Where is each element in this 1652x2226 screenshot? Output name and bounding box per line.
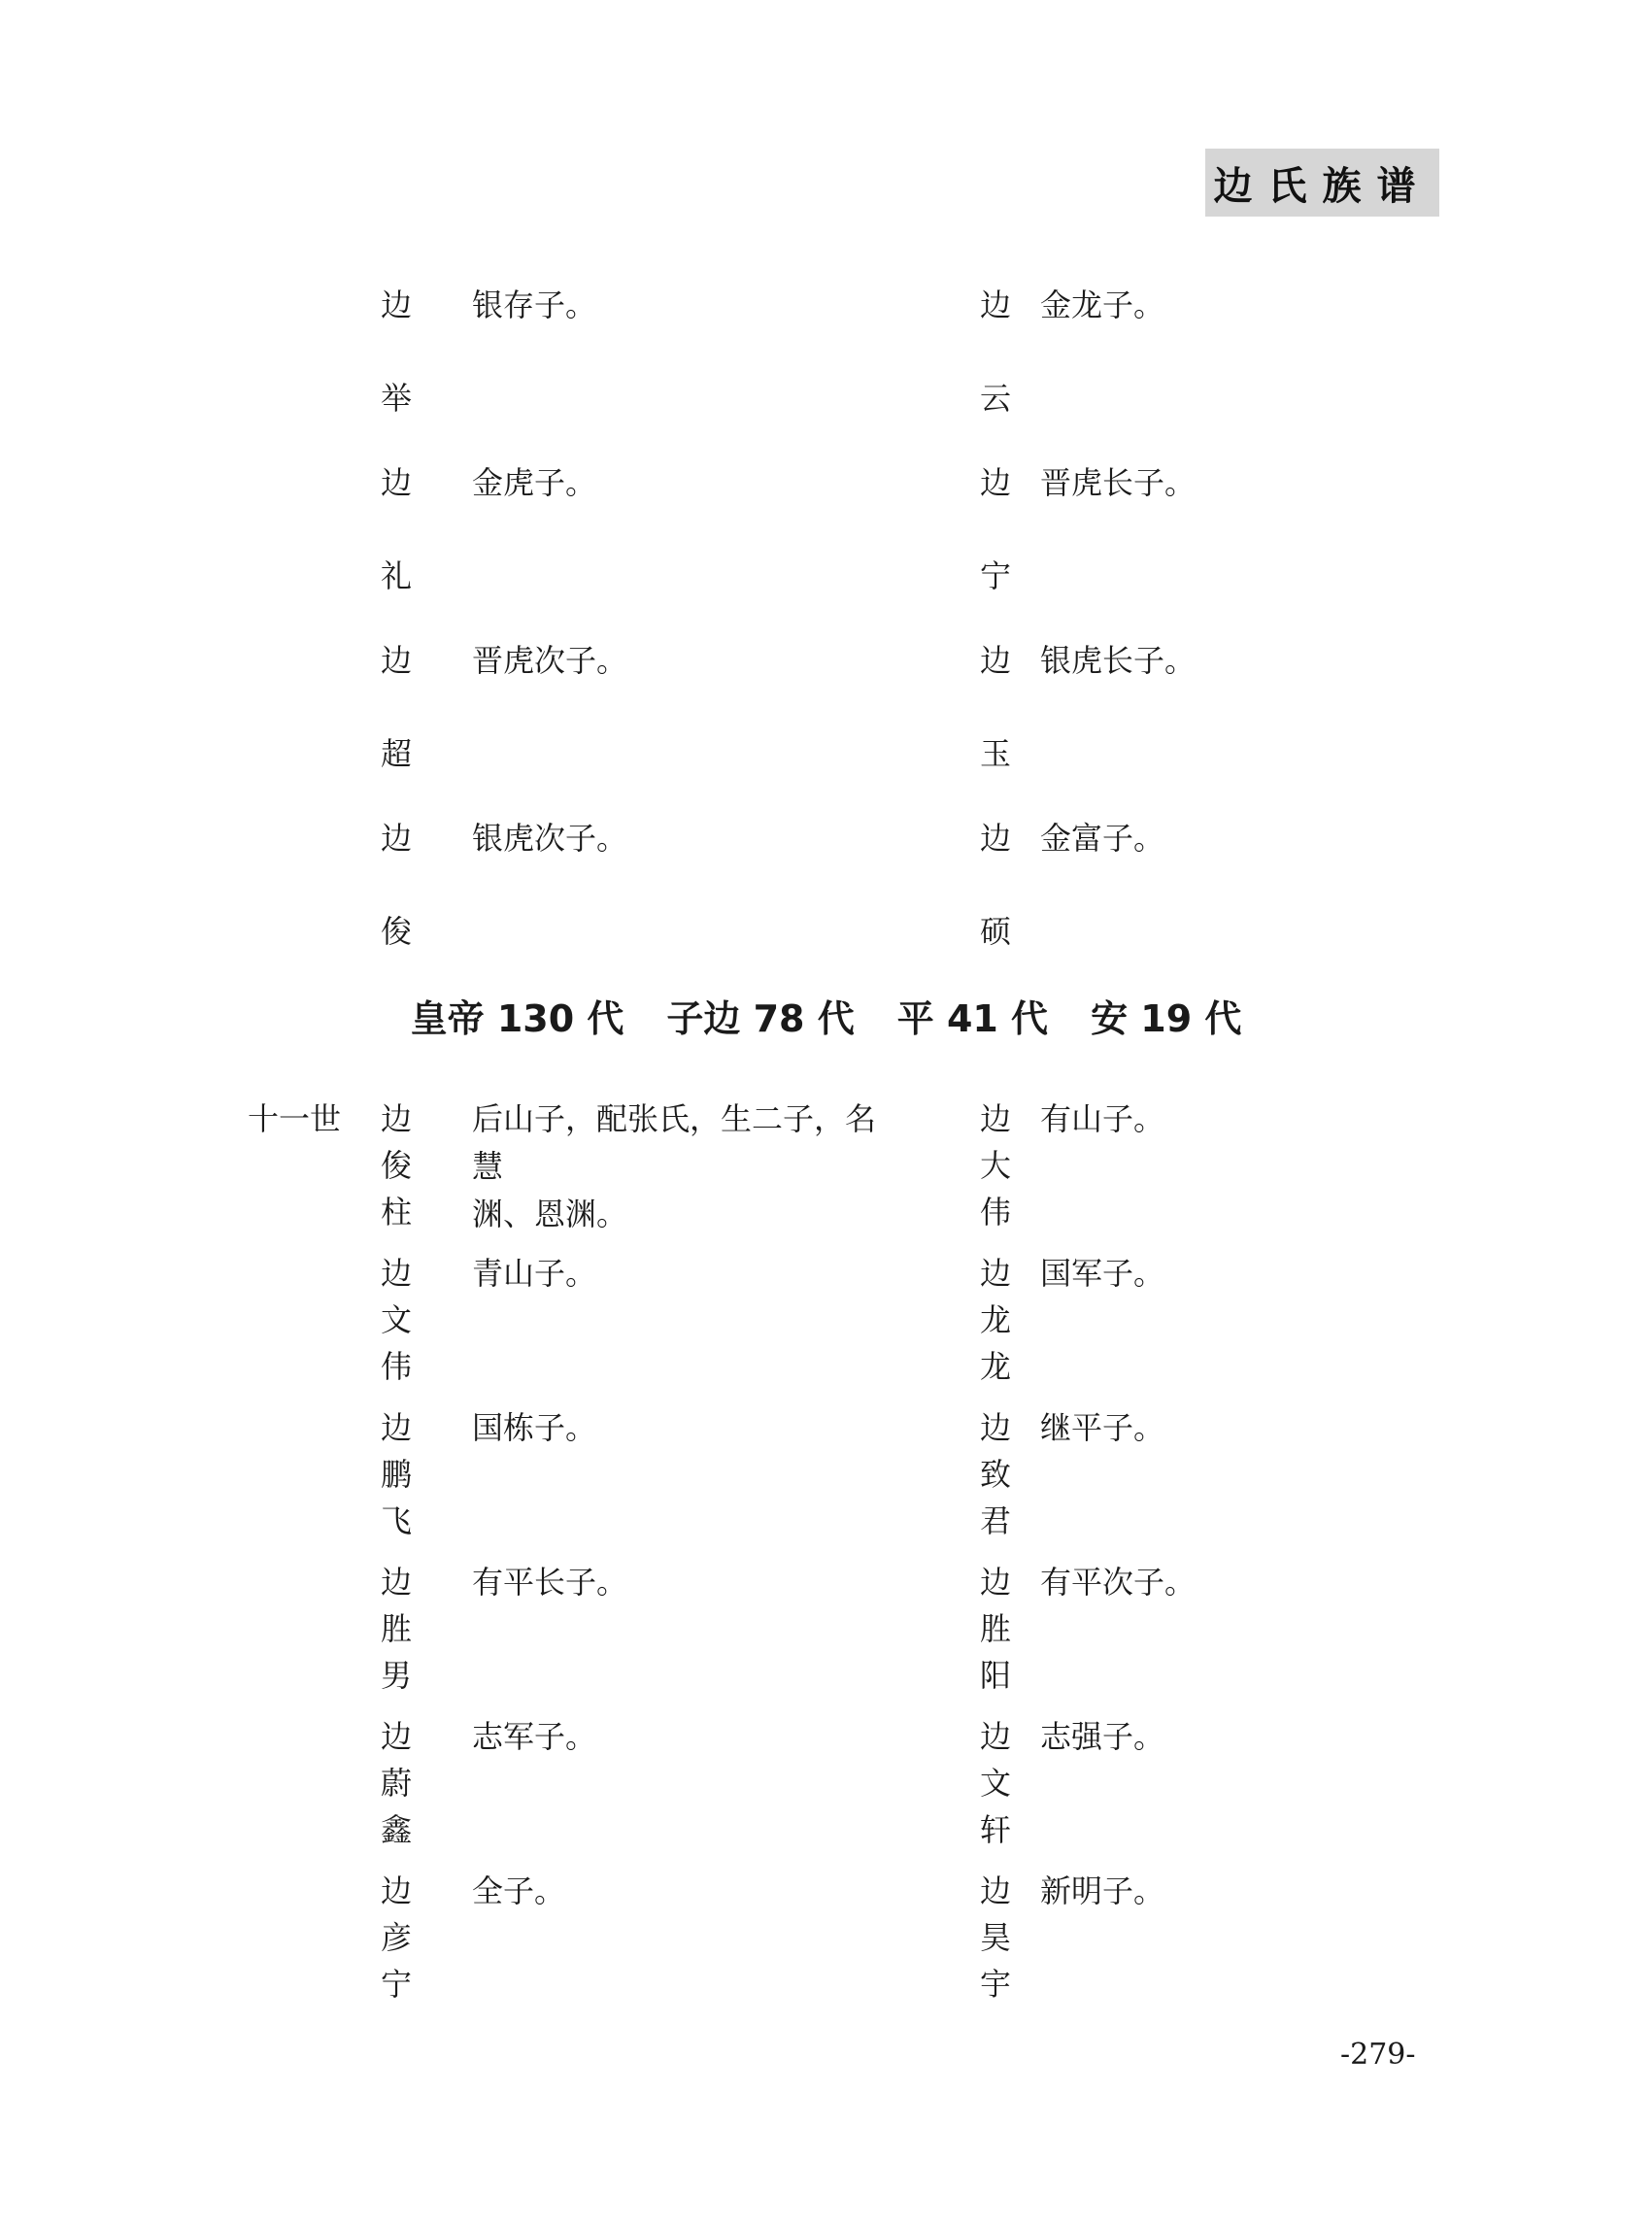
person-description: 继平子。 bbox=[1040, 1409, 1165, 1446]
name-character: 俊 bbox=[380, 913, 412, 950]
name-character: 边 bbox=[380, 464, 412, 501]
name-character: 君 bbox=[979, 1502, 1011, 1539]
name-character: 轩 bbox=[979, 1811, 1011, 1848]
name-character: 宁 bbox=[380, 1966, 412, 2003]
name-character: 俊 bbox=[380, 1147, 412, 1184]
name-character: 边 bbox=[380, 1872, 412, 1909]
generation-heading bbox=[0, 989, 1652, 1042]
name-character: 边 bbox=[979, 1872, 1011, 1909]
name-character: 龙 bbox=[979, 1348, 1011, 1385]
person-name bbox=[976, 1404, 1015, 1544]
name-character: 边 bbox=[979, 1100, 1011, 1137]
name-character: 胜 bbox=[380, 1610, 412, 1647]
person-name bbox=[377, 1096, 416, 1235]
name-character: 边 bbox=[979, 1255, 1011, 1292]
name-character: 边 bbox=[380, 1100, 412, 1137]
name-character: 鑫 bbox=[380, 1811, 412, 1848]
person-name bbox=[377, 1713, 416, 1853]
name-character: 边 bbox=[380, 1564, 412, 1601]
person-description: 后山子，配张氏，生二子，名慧 渊、恩渊。 bbox=[472, 1100, 877, 1232]
name-character: 边 bbox=[380, 287, 412, 323]
book-title-box bbox=[1205, 149, 1439, 217]
generation-heading-part: 安 19 代 bbox=[1091, 997, 1242, 1040]
name-character: 伟 bbox=[380, 1348, 412, 1385]
name-character: 文 bbox=[380, 1301, 412, 1338]
name-character: 边 bbox=[979, 820, 1011, 857]
person-name bbox=[377, 637, 416, 824]
person-name bbox=[377, 282, 416, 468]
person-description: 志军子。 bbox=[472, 1718, 597, 1755]
person-description: 国军子。 bbox=[1040, 1255, 1165, 1292]
name-character: 飞 bbox=[380, 1502, 412, 1539]
generation-label: 十一世 bbox=[248, 1100, 342, 1137]
person-description: 国栋子。 bbox=[472, 1409, 597, 1446]
name-character: 大 bbox=[979, 1147, 1011, 1184]
name-character: 龙 bbox=[979, 1301, 1011, 1338]
name-character: 边 bbox=[380, 1255, 412, 1292]
name-character: 鹏 bbox=[380, 1456, 412, 1493]
person-name bbox=[976, 815, 1015, 1001]
name-character: 玉 bbox=[979, 735, 1011, 772]
person-name bbox=[377, 459, 416, 646]
person-description: 金龙子。 bbox=[1040, 287, 1165, 323]
person-name bbox=[976, 1713, 1015, 1853]
person-description: 晋虎次子。 bbox=[472, 642, 628, 679]
name-character: 边 bbox=[979, 1718, 1011, 1755]
name-character: 男 bbox=[380, 1657, 412, 1694]
name-character: 彦 bbox=[380, 1919, 412, 1956]
person-description: 新明子。 bbox=[1040, 1872, 1165, 1909]
person-description: 晋虎长子。 bbox=[1040, 464, 1197, 501]
name-character: 文 bbox=[979, 1765, 1011, 1802]
page-number: -279- bbox=[1340, 2038, 1416, 2072]
generation-heading-part: 皇帝 130 代 bbox=[410, 997, 624, 1040]
name-character: 伟 bbox=[979, 1194, 1011, 1231]
generation-heading-part: 子边 78 代 bbox=[666, 997, 855, 1040]
name-character: 边 bbox=[380, 820, 412, 857]
person-name bbox=[377, 1868, 416, 2007]
person-name bbox=[976, 459, 1015, 646]
name-character: 边 bbox=[380, 1718, 412, 1755]
person-description: 银虎长子。 bbox=[1040, 642, 1197, 679]
person-description: 青山子。 bbox=[472, 1255, 597, 1292]
person-description: 有平次子。 bbox=[1040, 1564, 1197, 1601]
person-name bbox=[377, 1404, 416, 1544]
name-character: 柱 bbox=[380, 1194, 412, 1231]
person-name bbox=[976, 282, 1015, 468]
name-character: 胜 bbox=[979, 1610, 1011, 1647]
person-name bbox=[976, 1096, 1015, 1235]
name-character: 边 bbox=[979, 642, 1011, 679]
name-character: 边 bbox=[380, 642, 412, 679]
person-name bbox=[976, 1868, 1015, 2007]
person-description: 志强子。 bbox=[1040, 1718, 1165, 1755]
name-character: 边 bbox=[979, 464, 1011, 501]
name-character: 宇 bbox=[979, 1966, 1011, 2003]
name-character: 硕 bbox=[979, 913, 1011, 950]
name-character: 超 bbox=[380, 735, 412, 772]
name-character: 边 bbox=[979, 1409, 1011, 1446]
name-character: 礼 bbox=[380, 557, 412, 594]
name-character: 昊 bbox=[979, 1919, 1011, 1956]
person-description: 银虎次子。 bbox=[472, 820, 628, 857]
name-character: 云 bbox=[979, 380, 1011, 417]
person-name bbox=[377, 1250, 416, 1390]
name-character: 致 bbox=[979, 1456, 1011, 1493]
name-character: 边 bbox=[979, 287, 1011, 323]
person-name bbox=[976, 637, 1015, 824]
person-description: 有平长子。 bbox=[472, 1564, 628, 1601]
person-description: 金虎子。 bbox=[472, 464, 597, 501]
person-name bbox=[377, 1559, 416, 1699]
person-name bbox=[976, 1250, 1015, 1390]
name-character: 举 bbox=[380, 380, 412, 417]
person-description: 金富子。 bbox=[1040, 820, 1165, 857]
name-character: 边 bbox=[380, 1409, 412, 1446]
person-description: 全子。 bbox=[472, 1872, 566, 1909]
person-name bbox=[976, 1559, 1015, 1699]
name-character: 蔚 bbox=[380, 1765, 412, 1802]
book-title: 边氏族谱 bbox=[1213, 162, 1432, 209]
generation-heading-part: 平 41 代 bbox=[896, 997, 1049, 1040]
person-description: 银存子。 bbox=[472, 287, 597, 323]
name-character: 边 bbox=[979, 1564, 1011, 1601]
person-name bbox=[377, 815, 416, 1001]
name-character: 宁 bbox=[979, 557, 1011, 594]
person-description: 有山子。 bbox=[1040, 1100, 1165, 1137]
name-character: 阳 bbox=[979, 1657, 1011, 1694]
